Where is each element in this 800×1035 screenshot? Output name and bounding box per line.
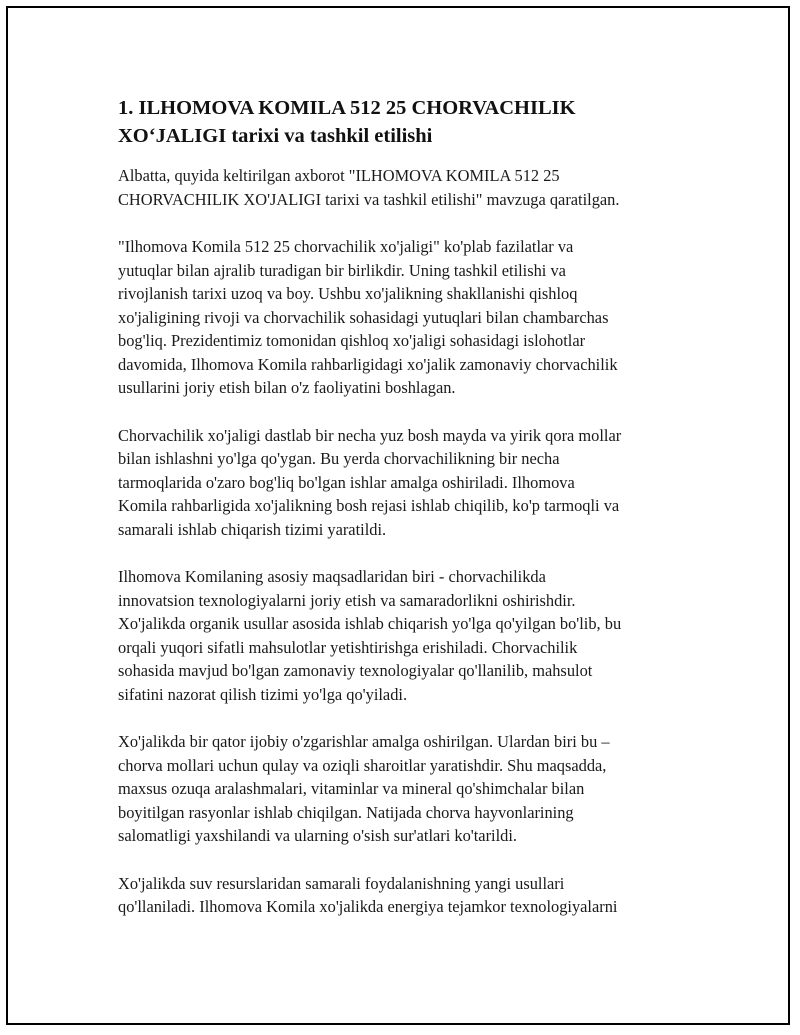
title-line: 1. ILHOMOVA KOMILA 512 25 CHORVACHILIK bbox=[118, 97, 576, 119]
text-line: Albatta, quyida keltirilgan axborot "ILHOMOVA KOMILA 512 25 bbox=[118, 166, 560, 185]
text-line: "Ilhomova Komila 512 25 chorvachilik xo'jaligi" ko'plab fazilatlar va bbox=[118, 237, 574, 256]
text-line: sohasida mavjud bo'lgan zamonaviy texnologiyalar qo'llanilib, mahsulot bbox=[118, 661, 593, 680]
text-line: innovatsion texnologiyalarni joriy etish va samaradorlikni oshirishdir. bbox=[118, 590, 576, 610]
text-line: tarmoqlarida o'zaro bog'liq bo'lgan ishlar amalga oshiriladi. Ilhomova bbox=[118, 472, 575, 492]
paragraph-water-resources bbox=[118, 872, 688, 919]
paragraph-history bbox=[118, 235, 688, 400]
text-line: yutuqlar bilan ajralib turadigan bir birlikdir. Uning tashkil etilishi va bbox=[118, 260, 566, 280]
text-line: Xo'jalikda organik usullar asosida ishlab chiqarish yo'lga qo'yilgan bo'lib, bu bbox=[118, 614, 622, 633]
text-line: orqali yuqori sifatli mahsulotlar yetishtirishga erishiladi. Chorvachilik bbox=[118, 637, 578, 657]
text-line: qo'llaniladi. Ilhomova Komila xo'jalikda energiya tejamkor texnologiyalarni bbox=[118, 897, 618, 916]
text-line: salomatligi yaxshilandi va ularning o'sish sur'atlari ko'tarildi. bbox=[118, 826, 517, 845]
document-title bbox=[118, 94, 688, 150]
paragraph-beginnings bbox=[118, 424, 688, 542]
text-line: chorva mollari uchun qulay va oziqli sharoitlar yaratishdir. Shu maqsadda, bbox=[118, 755, 607, 775]
text-line: Xo'jalikda bir qator ijobiy o'zgarishlar amalga oshirilgan. Ulardan biri bu – bbox=[118, 732, 610, 751]
text-line: Komila rahbarligida xo'jalikning bosh rejasi ishlab chiqilib, ko'p tarmoqli va bbox=[118, 496, 620, 515]
document-body bbox=[118, 94, 688, 943]
text-line: sifatini nazorat qilish tizimi yo'lga qo'yiladi. bbox=[118, 684, 408, 704]
text-line: rivojlanish tarixi uzoq va boy. Ushbu xo'jalikning shakllanishi qishloq bbox=[118, 284, 578, 303]
paragraph-goals bbox=[118, 565, 688, 706]
text-line: maxsus ozuqa aralashmalari, vitaminlar va mineral qo'shimchalar bilan bbox=[118, 779, 585, 798]
text-line: Ilhomova Komilaning asosiy maqsadlaridan biri - chorvachilikda bbox=[118, 567, 546, 586]
text-line: usullarini joriy etish bilan o'z faoliyatini boshlagan. bbox=[118, 378, 456, 397]
text-line: bilan ishlashni yo'lga qo'ygan. Bu yerda chorvachilikning bir necha bbox=[118, 449, 560, 468]
text-line: samarali ishlab chiqarish tizimi yaratildi. bbox=[118, 519, 387, 539]
text-line: boyitilgan rasyonlar ishlab chiqilgan. Natijada chorva hayvonlarining bbox=[118, 802, 574, 822]
text-line: CHORVACHILIK XO'JALIGI tarixi va tashkil etilishi" mavzuga qaratilgan. bbox=[118, 189, 620, 209]
paragraph-intro bbox=[118, 164, 688, 211]
paragraph-changes bbox=[118, 730, 688, 848]
text-line: Xo'jalikda suv resurslaridan samarali foydalanishning yangi usullari bbox=[118, 873, 565, 893]
title-line: XO‘JALIGI tarixi va tashkil etilishi bbox=[118, 125, 433, 147]
text-line: bog'liq. Prezidentimiz tomonidan qishloq xo'jaligi sohasidagi islohotlar bbox=[118, 331, 586, 350]
text-line: Chorvachilik xo'jaligi dastlab bir necha yuz bosh mayda va yirik qora mollar bbox=[118, 425, 622, 445]
text-line: davomida, Ilhomova Komila rahbarligidagi xo'jalik zamonaviy chorvachilik bbox=[118, 354, 618, 374]
text-line: xo'jaligining rivoji va chorvachilik sohasidagi yutuqlari bilan chambarchas bbox=[118, 307, 609, 327]
